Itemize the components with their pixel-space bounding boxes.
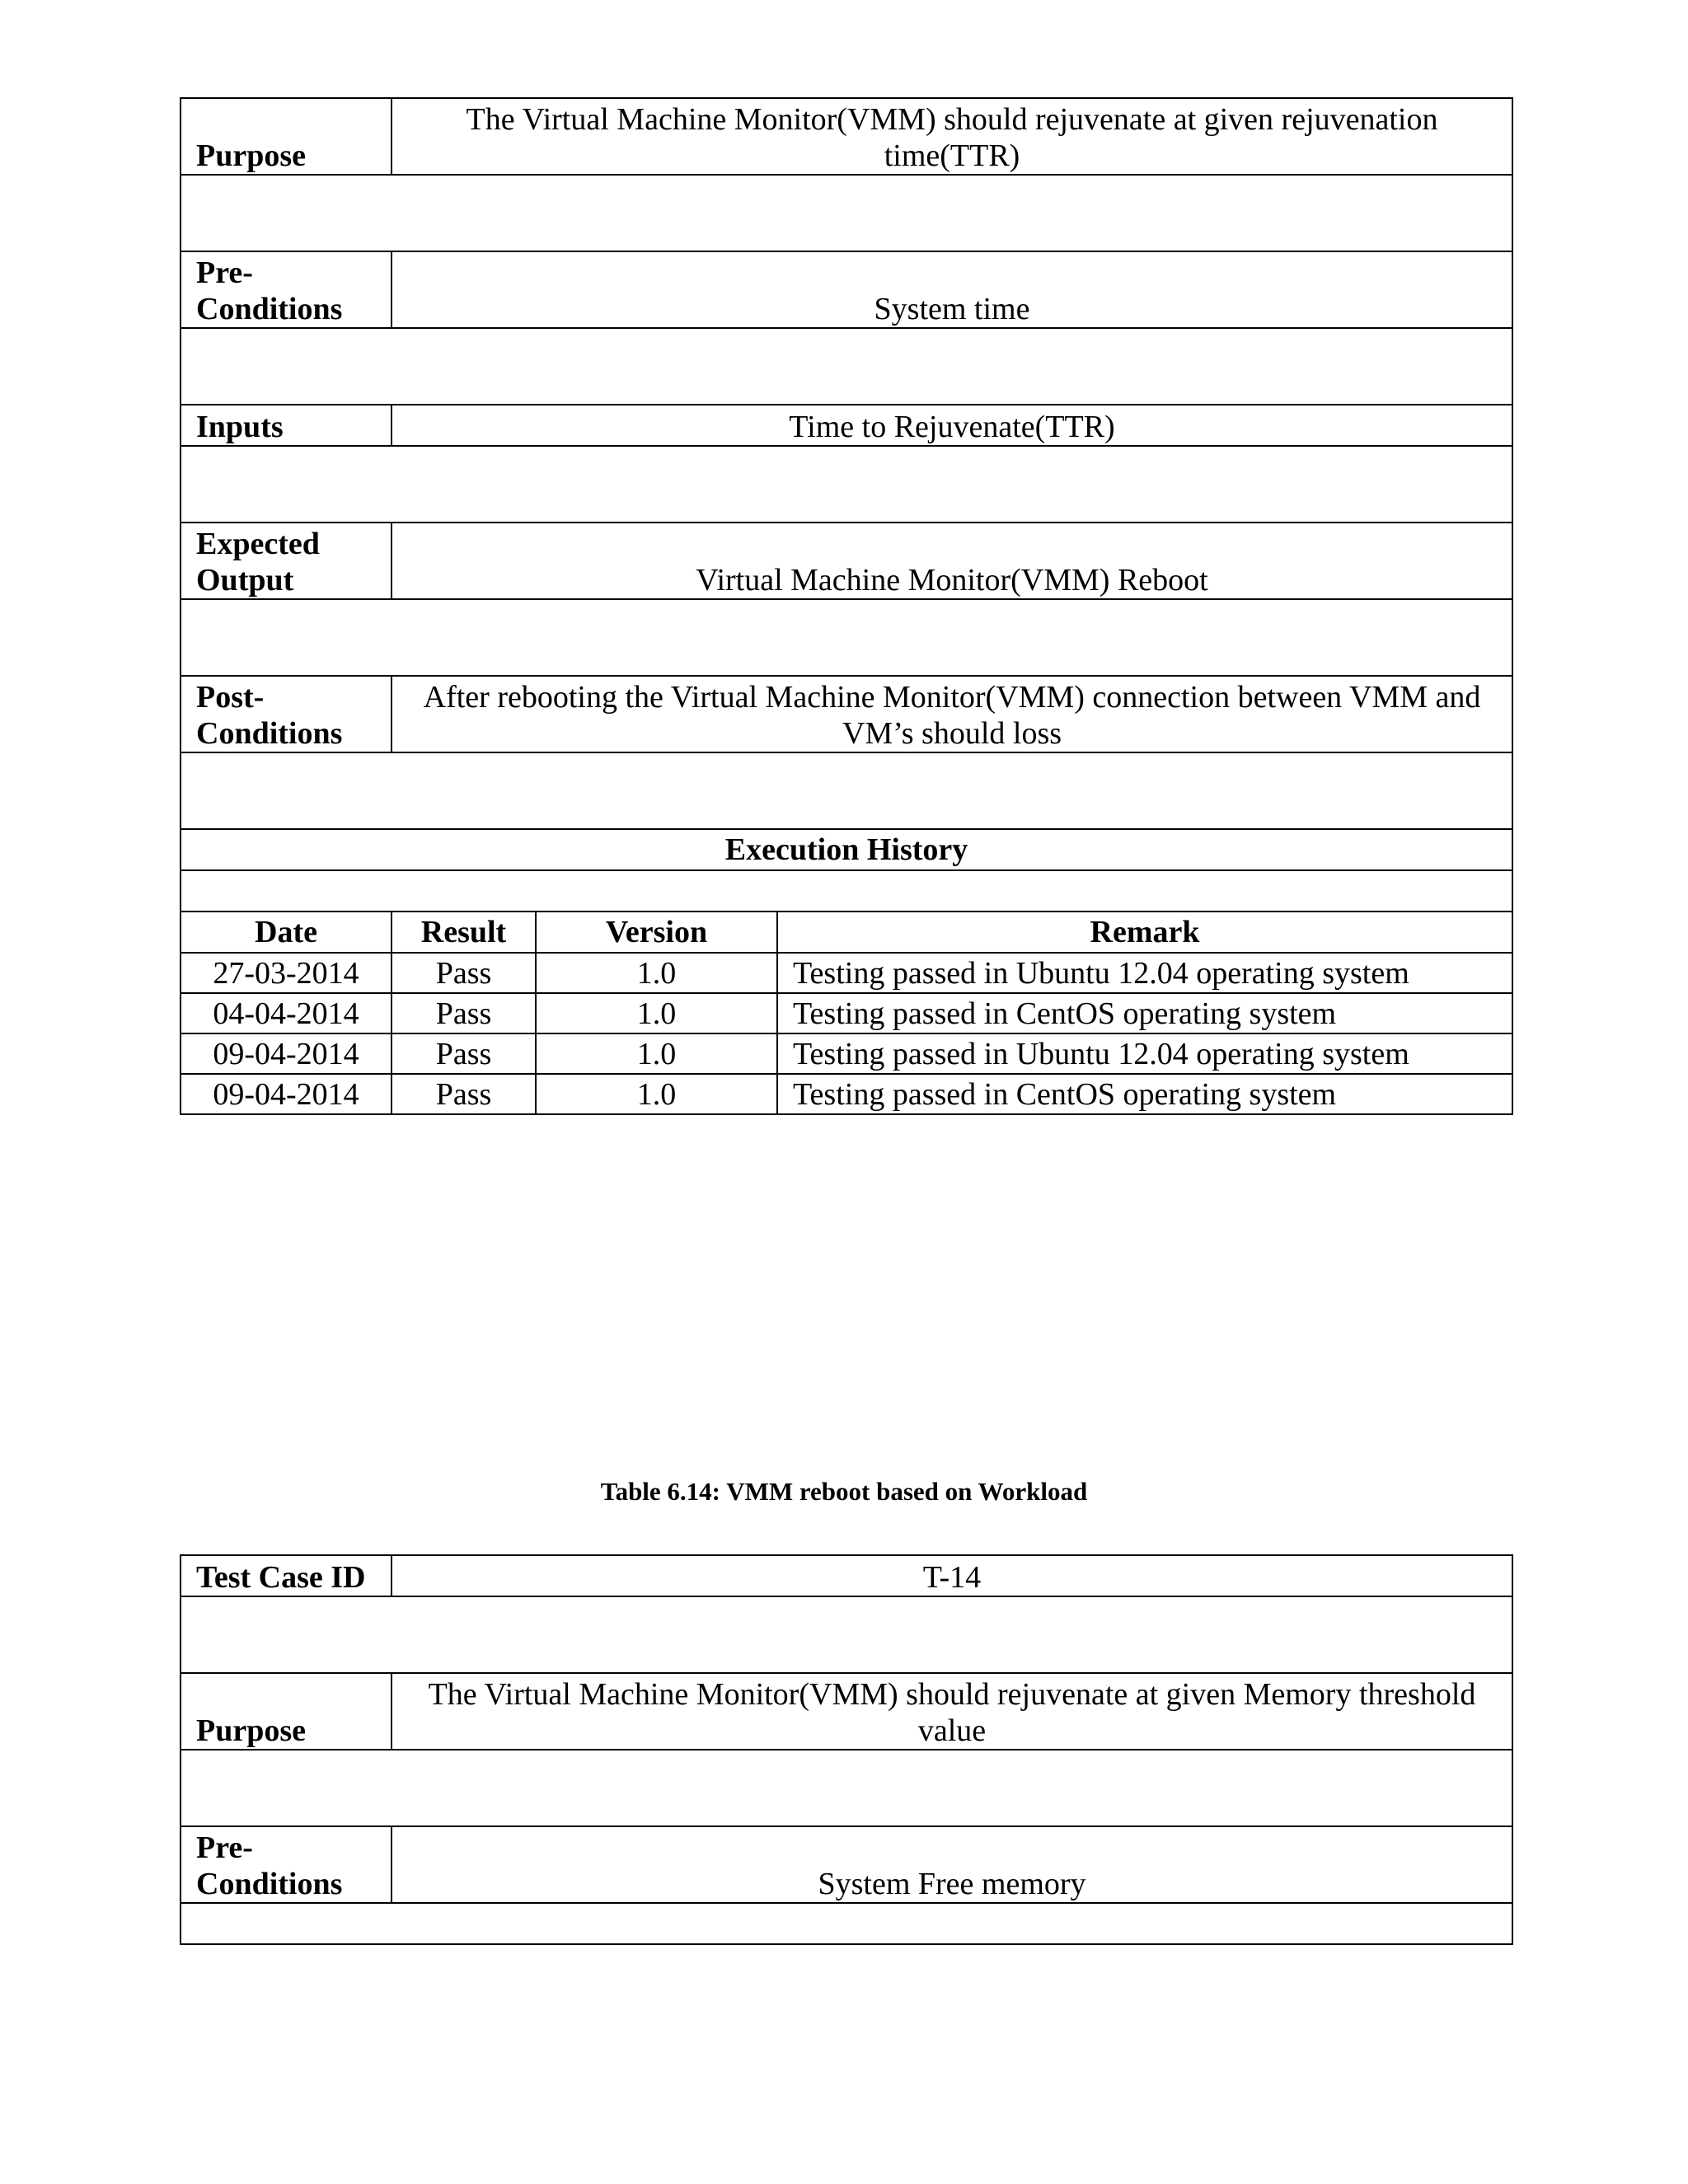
purpose-label: Purpose <box>181 1673 392 1750</box>
test-case-table-2 <box>180 1554 1513 1945</box>
table-caption: Table 6.14: VMM reboot based on Workload <box>600 1477 1088 1506</box>
history-result: Pass <box>392 1033 536 1074</box>
history-version: 1.0 <box>536 953 777 993</box>
preconditions-row <box>181 1826 1512 1903</box>
preconditions-label <box>181 251 392 328</box>
history-date: 09-04-2014 <box>181 1074 392 1114</box>
spacer-row <box>181 1596 1512 1673</box>
execution-history-title-row <box>181 829 1512 870</box>
expected-output-label-line2: Output <box>196 563 294 598</box>
history-version: 1.0 <box>536 993 777 1033</box>
preconditions-label-line2: Conditions <box>196 292 343 326</box>
header-date: Date <box>181 912 392 953</box>
history-date: 09-04-2014 <box>181 1033 392 1074</box>
purpose-label: Purpose <box>181 98 392 175</box>
purpose-row <box>181 98 1512 175</box>
history-row <box>181 953 1512 993</box>
history-result: Pass <box>392 993 536 1033</box>
spacer-row <box>181 1750 1512 1826</box>
test-case-table-1 <box>180 97 1513 1115</box>
history-remark: Testing passed in CentOS operating system <box>777 993 1512 1033</box>
spacer-row <box>181 175 1512 251</box>
spacer-row <box>181 328 1512 405</box>
purpose-row <box>181 1673 1512 1750</box>
history-header-row <box>181 912 1512 953</box>
history-date: 27-03-2014 <box>181 953 392 993</box>
inputs-value: Time to Rejuvenate(TTR) <box>392 405 1512 446</box>
history-version: 1.0 <box>536 1033 777 1074</box>
preconditions-label-line1: Pre- <box>196 255 253 290</box>
test-case-id-row <box>181 1555 1512 1596</box>
history-row <box>181 1074 1512 1114</box>
expected-output-value: Virtual Machine Monitor(VMM) Reboot <box>392 523 1512 599</box>
history-row <box>181 1033 1512 1074</box>
postconditions-row <box>181 676 1512 752</box>
spacer-row <box>181 446 1512 523</box>
history-remark: Testing passed in CentOS operating system <box>777 1074 1512 1114</box>
history-result: Pass <box>392 1074 536 1114</box>
purpose-value: The Virtual Machine Monitor(VMM) should rejuvenate at given rejuvenation time(TTR) <box>392 98 1512 175</box>
header-result: Result <box>392 912 536 953</box>
spacer-row <box>181 599 1512 676</box>
preconditions-row <box>181 251 1512 328</box>
execution-history-title: Execution History <box>181 829 1512 870</box>
history-remark: Testing passed in Ubuntu 12.04 operating system <box>777 1033 1512 1074</box>
expected-output-label <box>181 523 392 599</box>
spacer-row <box>181 870 1512 912</box>
preconditions-label-line1: Pre- <box>196 1830 253 1865</box>
test-case-id-label: Test Case ID <box>181 1555 392 1596</box>
preconditions-value: System Free memory <box>392 1826 1512 1903</box>
inputs-row <box>181 405 1512 446</box>
test-case-id-value: T-14 <box>392 1555 1512 1596</box>
history-row <box>181 993 1512 1033</box>
history-version: 1.0 <box>536 1074 777 1114</box>
expected-output-label-line1: Expected <box>196 527 320 561</box>
header-remark: Remark <box>777 912 1512 953</box>
preconditions-value: System time <box>392 251 1512 328</box>
header-version: Version <box>536 912 777 953</box>
history-result: Pass <box>392 953 536 993</box>
preconditions-label <box>181 1826 392 1903</box>
history-remark: Testing passed in Ubuntu 12.04 operating system <box>777 953 1512 993</box>
postconditions-label-line1: Post- <box>196 680 265 715</box>
expected-output-row <box>181 523 1512 599</box>
spacer-row <box>181 752 1512 829</box>
spacer-row <box>181 1903 1512 1944</box>
purpose-value: The Virtual Machine Monitor(VMM) should rejuvenate at given Memory threshold value <box>392 1673 1512 1750</box>
preconditions-label-line2: Conditions <box>196 1867 343 1901</box>
inputs-label: Inputs <box>181 405 392 446</box>
history-date: 04-04-2014 <box>181 993 392 1033</box>
postconditions-value: After rebooting the Virtual Machine Monitor(VMM) connection between VMM and VM’s should loss <box>392 676 1512 752</box>
postconditions-label <box>181 676 392 752</box>
postconditions-label-line2: Conditions <box>196 716 343 751</box>
